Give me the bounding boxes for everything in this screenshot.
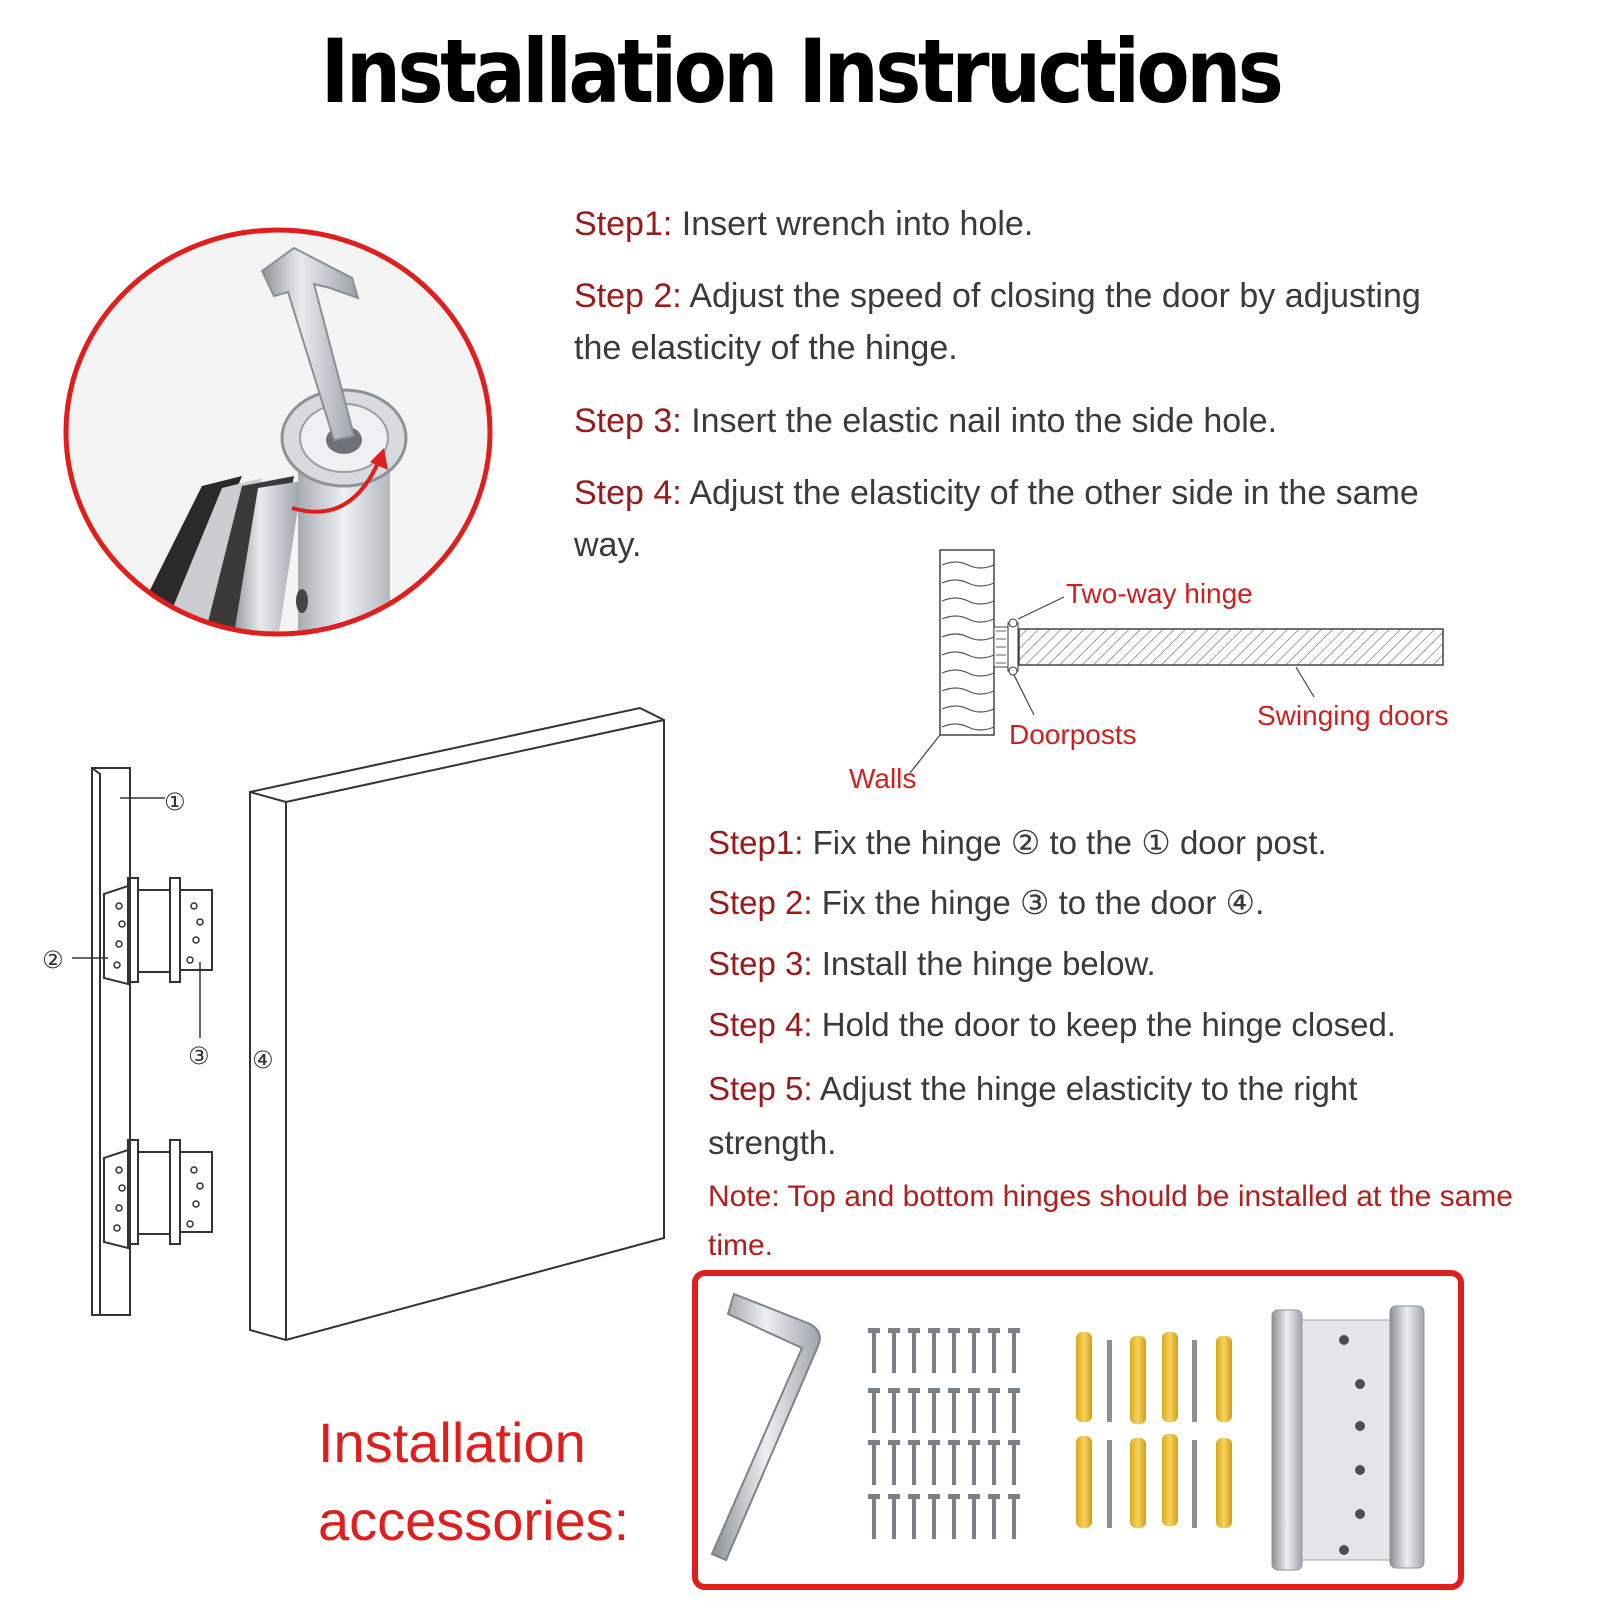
step-label: Step 3: (574, 402, 682, 440)
step-text: Hold the door to keep the hinge closed. (812, 1006, 1396, 1043)
step-label: Step 2: (574, 277, 682, 315)
label-doorposts: Doorposts (1009, 719, 1137, 750)
step-text: Install the hinge below. (812, 945, 1156, 982)
step-text: Fix the hinge ③ to the door ④. (812, 884, 1265, 921)
bottom-step-1 (708, 816, 1568, 870)
bottom-step-3 (708, 937, 1568, 991)
step-text: Adjust the hinge elasticity to the right strength. (708, 1070, 1358, 1161)
marker-2: ② (42, 947, 64, 974)
door-install-diagram (40, 700, 680, 1340)
step-text: Insert the elastic nail into the side hole. (681, 402, 1278, 440)
step-label: Step 5: (708, 1070, 813, 1107)
step-label: Step 2: (708, 884, 813, 921)
step-text: Adjust the speed of closing the door by adjusting the elasticity of the hinge. (574, 277, 1421, 367)
accessories-label-line1: Installation (318, 1411, 586, 1474)
bottom-step-4 (708, 998, 1568, 1052)
bottom-step-5 (708, 1062, 1468, 1170)
marker-3: ③ (188, 1043, 210, 1070)
accessories-label-line2: accessories: (318, 1489, 630, 1552)
note-text: Note: Top and bottom hinges should be installed at the same time. (708, 1180, 1513, 1262)
step-label: Step1: (708, 824, 804, 861)
step-text: Insert wrench into hole. (672, 205, 1034, 243)
step-label: Step 4: (708, 1006, 813, 1043)
step-label: Step1: (574, 205, 673, 243)
marker-1: ① (164, 789, 186, 816)
top-step-2 (574, 270, 1454, 374)
marker-4: ④ (252, 1047, 274, 1074)
top-step-3 (574, 395, 1454, 447)
wrench-closeup-image (62, 226, 498, 646)
top-step-1 (574, 198, 1454, 250)
label-walls: Walls (849, 763, 917, 794)
step-text: Fix the hinge ② to the ① door post. (803, 824, 1327, 861)
label-swinging-doors: Swinging doors (1257, 700, 1449, 731)
label-two-way-hinge: Two-way hinge (1066, 578, 1253, 609)
step-label: Step 3: (708, 945, 813, 982)
step-text: Adjust the elasticity of the other side in the same way. (574, 474, 1419, 564)
accessories-image (692, 1270, 1464, 1590)
page-title: Installation Instructions (320, 20, 1281, 123)
bottom-step-2 (708, 876, 1568, 930)
step-label: Step 4: (574, 474, 682, 512)
